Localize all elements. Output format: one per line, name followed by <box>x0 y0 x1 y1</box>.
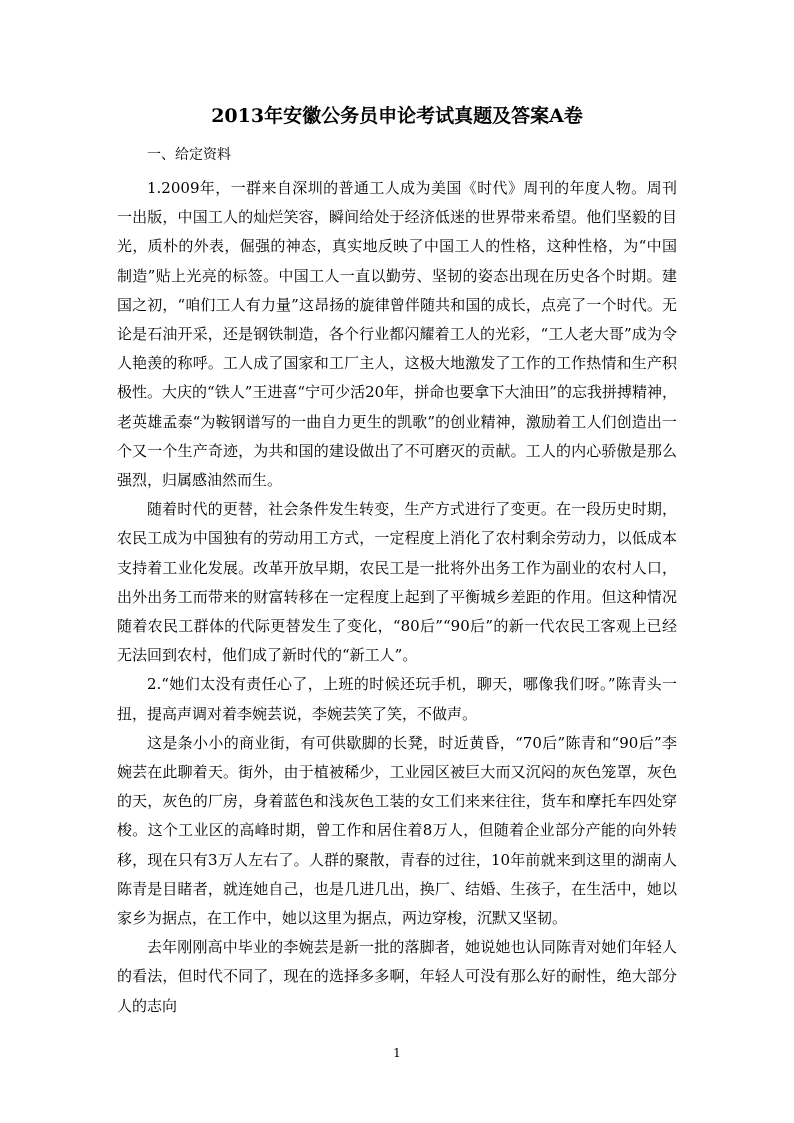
page-number: 1 <box>393 1046 401 1060</box>
paragraph-1: 1.2009年，一群来自深圳的普通工人成为美国《时代》周刊的年度人物。周刊一出版，中国工人的灿烂笑容，瞬间给处于经济低迷的世界带来希望。他们坚毅的目光，质朴的外表，倔强的神态，真实地反映了中国工人的性格，这种性格，为“中国制造”贴上光亮的标签。中国工人一直以勤劳、坚韧的姿态出现在历史各个时期。建国之初，“咱们工人有力量”这昂扬的旋律曾伴随共和国的成长，点亮了一个时代。无论是石油开采，还是钢铁制造，各个行业都闪耀着工人的光彩，“工人老大哥”成为令人艳羡的称呼。工人成了国家和工厂主人，这极大地激发了工作的工作热情和生产积极性。大庆的“铁人”王进喜“宁可少活20年，拼命也要拿下大油田”的忘我拼搏精神，老英雄孟泰“为鞍钢谱写的一曲自力更生的凯歌”的创业精神，激励着工人们创造出一个又一个生产奇迹，为共和国的建设做出了不可磨灭的贡献。工人的内心骄傲是那么强烈，归属感油然而生。 <box>117 179 677 490</box>
paragraph-2: 随着时代的更替，社会条件发生转变，生产方式进行了变更。在一段历史时期，农民工成为中国独有的劳动用工方式，一定程度上消化了农村剩余劳动力，以低成本支持着工业化发展。改革开放早期，农民工是一批将外出务工作为副业的农村人口，出外出务工而带来的财富转移在一定程度上起到了平衡城乡差距的作用。但这种情况随着农民工群体的代际更替发生了变化，“80后”“90后”的新一代农民工客观上已经无法回到农村，他们成了新时代的“新工人”。 <box>117 500 677 665</box>
paragraph-5: 去年刚刚高中毕业的李婉芸是新一批的落脚者，她说她也认同陈青对她们年轻人的看法，但时代不同了，现在的选择多多啊，年轻人可没有那么好的耐性，绝大部分人的志向 <box>117 938 677 1015</box>
paragraph-3: 2.“她们太没有责任心了，上班的时候还玩手机，聊天，哪像我们呀。”陈青头一扭，提高声调对着李婉芸说，李婉芸笑了笑，不做声。 <box>117 675 677 723</box>
document-body <box>117 174 677 1021</box>
paragraph-4: 这是条小小的商业街，有可供歇脚的长凳，时近黄昏，“70后”陈青和“90后”李婉芸在此聊着天。街外，由于植被稀少，工业园区被巨大而又沉闷的灰色笼罩，灰色的天，灰色的厂房，身着蓝色和浅灰色工装的女工们来来往往，货车和摩托车四处穿梭。这个工业区的高峰时期，曾工作和居住着8万人，但随着企业部分产能的向外转移，现在只有3万人左右了。人群的聚散，青春的过往，10年前就来到这里的湖南人陈青是目睹者，就连她自己，也是几进几出，换厂、结婚、生孩子，在生活中，她以家乡为据点，在工作中，她以这里为据点，两边穿梭，沉默又坚韧。 <box>117 733 677 928</box>
section-heading: 一、给定资料 <box>147 147 231 163</box>
document-title: 2013年安徽公务员申论考试真题及答案A卷 <box>211 105 583 127</box>
